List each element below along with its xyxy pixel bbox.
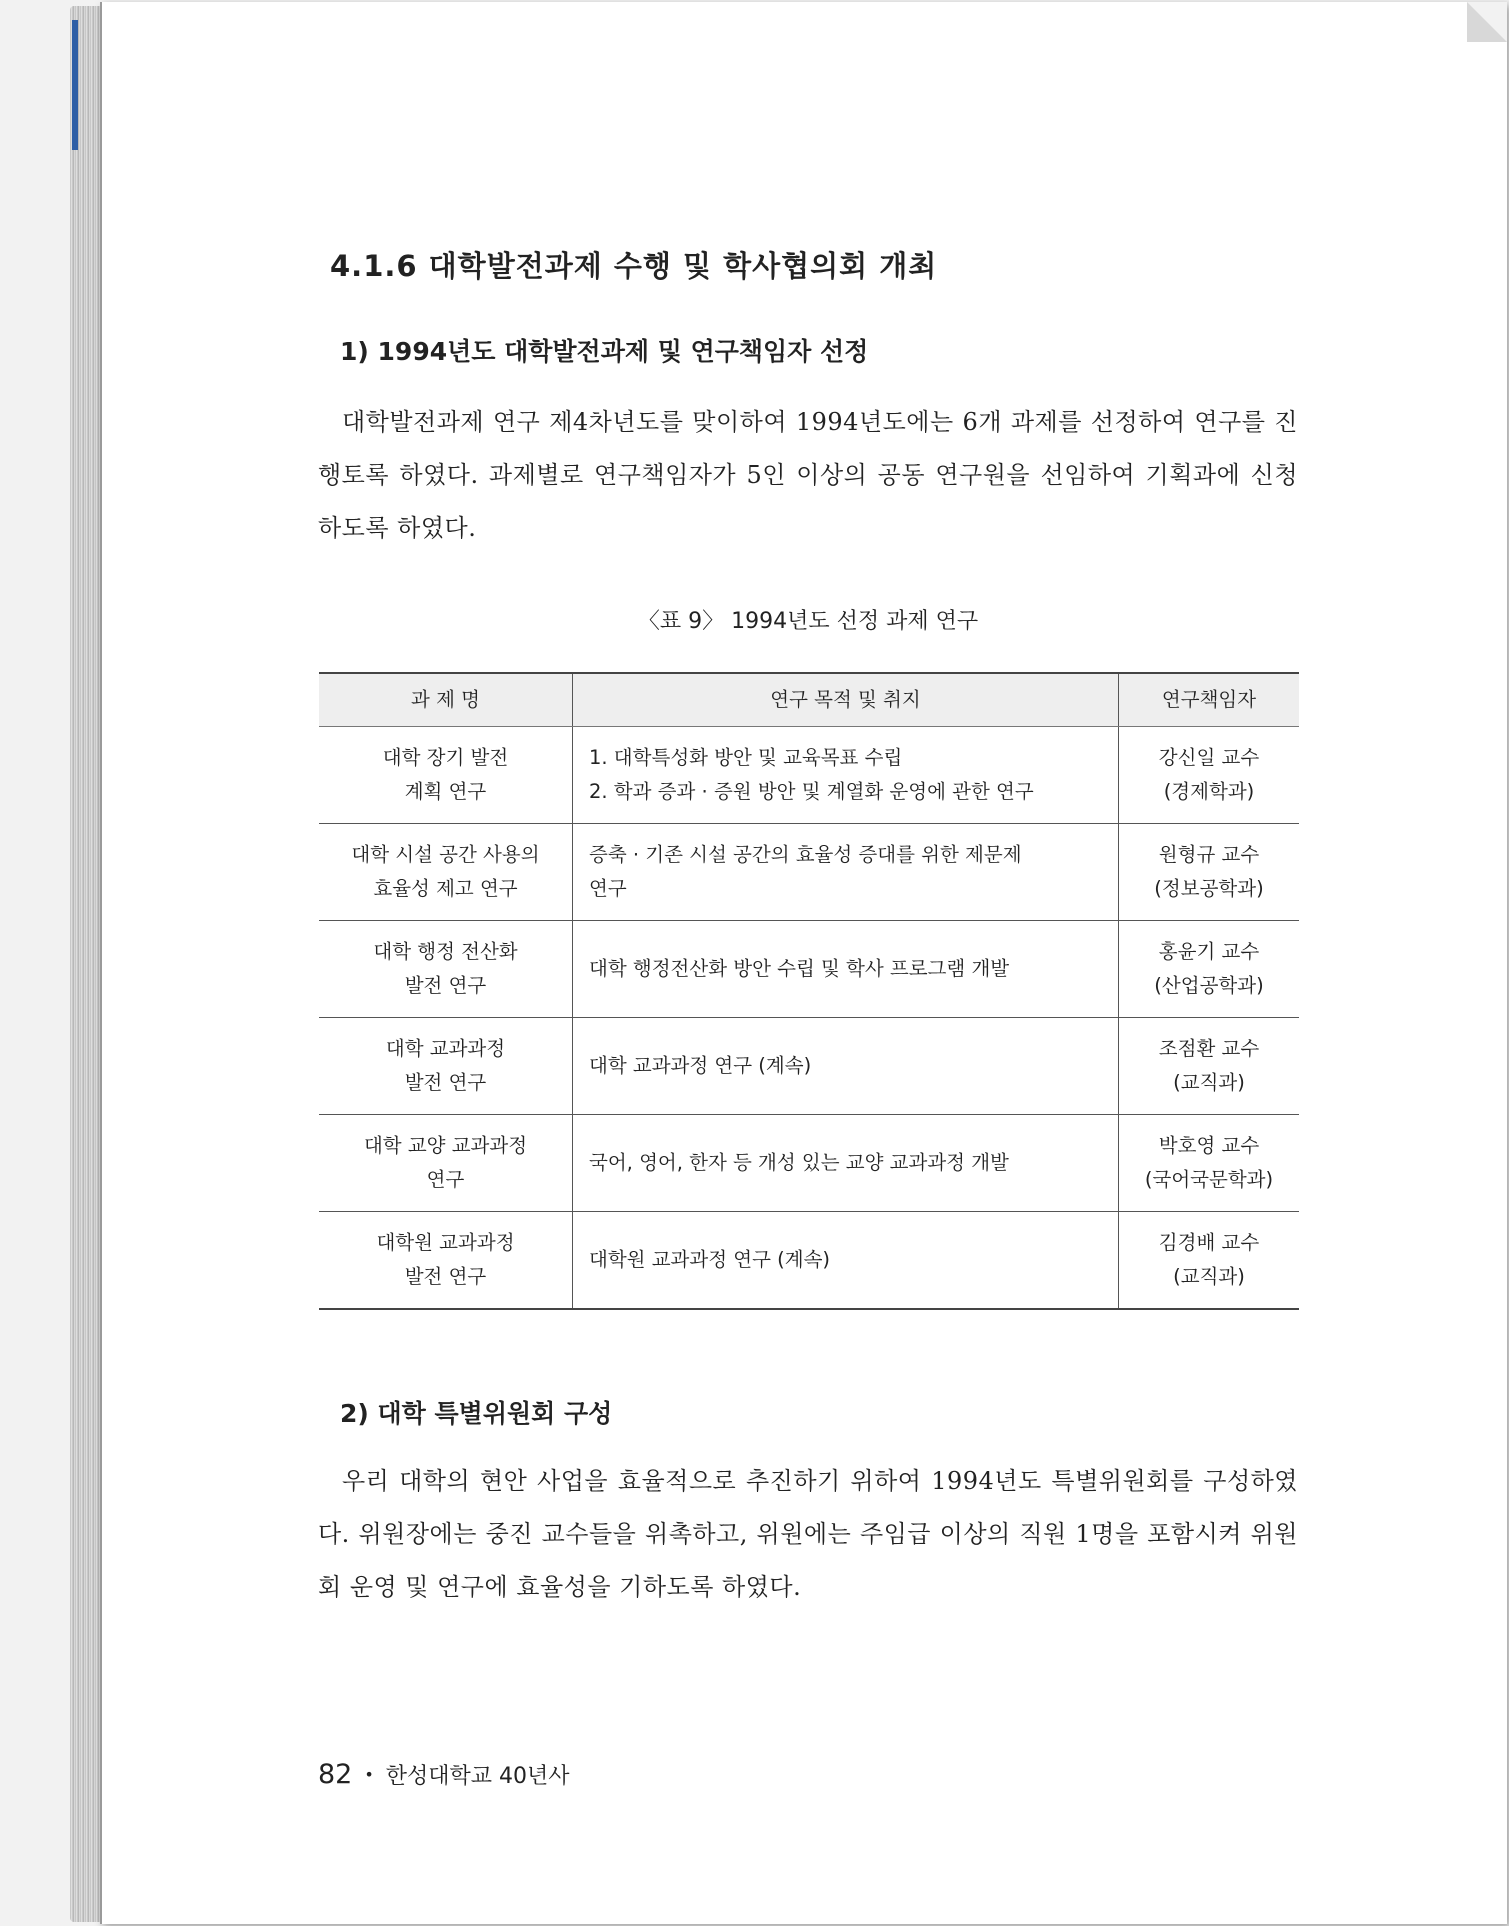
page-footer bbox=[318, 1759, 570, 1790]
purpose-line: 대학 교과과정 연구 (계속) bbox=[589, 1054, 812, 1077]
running-book-title: 한성대학교 40년사 bbox=[385, 1764, 570, 1789]
lead-researcher-cell bbox=[1119, 921, 1300, 1018]
lead-researcher-cell bbox=[1119, 1115, 1300, 1212]
project-name-line: 대학 교과과정 bbox=[385, 1037, 506, 1060]
table-row bbox=[319, 727, 1299, 824]
header-lead-researcher: 연구책임자 bbox=[1119, 673, 1300, 727]
purpose-cell bbox=[573, 921, 1119, 1018]
header-research-purpose: 연구 목적 및 취지 bbox=[573, 673, 1119, 727]
subsection-2-paragraph: 우리 대학의 현안 사업을 효율적으로 추진하기 위하여 1994년도 특별위원회를 구성하였다. 위원장에는 중진 교수들을 위촉하고, 위원에는 주임급 이상의 직원 1명을 포함시켜 위원회 운영 및 연구에 효율성을 기하도록 하였다. bbox=[318, 1467, 1298, 1601]
project-name-line: 대학 시설 공간 사용의 bbox=[351, 843, 540, 866]
purpose-cell bbox=[573, 727, 1119, 824]
project-name-line: 대학원 교과과정 bbox=[376, 1231, 515, 1254]
lead-researcher-cell bbox=[1119, 1018, 1300, 1115]
table-row bbox=[319, 1212, 1299, 1310]
project-name-line: 대학 행정 전산화 bbox=[373, 940, 518, 963]
book-page-edges bbox=[70, 6, 104, 1922]
page-corner bbox=[1467, 2, 1507, 42]
purpose-line: 대학원 교과과정 연구 (계속) bbox=[589, 1248, 831, 1271]
page-number: 82 bbox=[318, 1759, 353, 1790]
project-name-line: 계획 연구 bbox=[404, 780, 487, 803]
project-name-line: 발전 연구 bbox=[404, 974, 487, 997]
research-projects-table bbox=[319, 672, 1299, 1310]
purpose-cell bbox=[573, 1212, 1119, 1310]
project-name-cell bbox=[319, 1018, 573, 1115]
lead-researcher-dept: (경제학과) bbox=[1163, 780, 1255, 803]
lead-researcher-name: 원형규 교수 bbox=[1158, 843, 1260, 866]
subsection-1-paragraph: 대학발전과제 연구 제4차년도를 맞이하여 1994년도에는 6개 과제를 선정하여 연구를 진행토록 하였다. 과제별로 연구책임자가 5인 이상의 공동 연구원을 선임하여 기획과에 신청하도록 하였다. bbox=[318, 408, 1298, 542]
lead-researcher-cell bbox=[1119, 1212, 1300, 1310]
project-name-cell bbox=[319, 921, 573, 1018]
lead-researcher-name: 강신일 교수 bbox=[1158, 746, 1260, 769]
lead-researcher-dept: (교직과) bbox=[1173, 1265, 1245, 1288]
project-name-cell bbox=[319, 824, 573, 921]
header-project-name: 과 제 명 bbox=[319, 673, 573, 727]
lead-researcher-cell bbox=[1119, 727, 1300, 824]
book-spine-ribbon bbox=[72, 20, 78, 150]
project-name-line: 효율성 제고 연구 bbox=[373, 877, 518, 900]
purpose-cell bbox=[573, 1115, 1119, 1212]
project-name-cell bbox=[319, 1212, 573, 1310]
purpose-cell bbox=[573, 824, 1119, 921]
subsection-heading-1: 1) 1994년도 대학발전과제 및 연구책임자 선정 bbox=[340, 337, 869, 366]
purpose-line: 국어, 영어, 한자 등 개성 있는 교양 교과과정 개발 bbox=[589, 1151, 1009, 1174]
lead-researcher-name: 조점환 교수 bbox=[1158, 1037, 1260, 1060]
purpose-line: 대학 행정전산화 방안 수립 및 학사 프로그램 개발 bbox=[589, 957, 1010, 980]
table-row bbox=[319, 1018, 1299, 1115]
lead-researcher-name: 김경배 교수 bbox=[1158, 1231, 1260, 1254]
project-name-cell bbox=[319, 1115, 573, 1212]
project-name-line: 대학 교양 교과과정 bbox=[363, 1134, 528, 1157]
purpose-line: 증축 · 기존 시설 공간의 효율성 증대를 위한 제문제 bbox=[589, 843, 1022, 866]
table-row bbox=[319, 1115, 1299, 1212]
lead-researcher-dept: (교직과) bbox=[1173, 1071, 1245, 1094]
lead-researcher-dept: (국어국문학과) bbox=[1144, 1168, 1274, 1191]
lead-researcher-name: 홍윤기 교수 bbox=[1158, 940, 1260, 963]
lead-researcher-cell bbox=[1119, 824, 1300, 921]
purpose-line: 연구 bbox=[589, 877, 627, 900]
project-name-line: 발전 연구 bbox=[404, 1071, 487, 1094]
project-name-line: 발전 연구 bbox=[404, 1265, 487, 1288]
purpose-line: 1. 대학특성화 방안 및 교육목표 수립 bbox=[589, 746, 903, 769]
footer-bullet: • bbox=[364, 1765, 374, 1784]
book-page bbox=[100, 2, 1507, 1924]
table-row bbox=[319, 824, 1299, 921]
project-name-line: 대학 장기 발전 bbox=[382, 746, 509, 769]
lead-researcher-dept: (정보공학과) bbox=[1154, 877, 1264, 900]
lead-researcher-name: 박호영 교수 bbox=[1158, 1134, 1260, 1157]
table-header-row bbox=[319, 673, 1299, 727]
subsection-heading-2: 2) 대학 특별위원회 구성 bbox=[340, 1399, 613, 1428]
lead-researcher-dept: (산업공학과) bbox=[1154, 974, 1264, 997]
table-caption: 〈표 9〉 1994년도 선정 과제 연구 bbox=[637, 609, 979, 634]
purpose-cell bbox=[573, 1018, 1119, 1115]
purpose-line: 2. 학과 증과 · 증원 방안 및 계열화 운영에 관한 연구 bbox=[589, 780, 1034, 803]
project-name-cell bbox=[319, 727, 573, 824]
project-name-line: 연구 bbox=[426, 1168, 465, 1191]
table-row bbox=[319, 921, 1299, 1018]
section-heading: 4.1.6 대학발전과제 수행 및 학사협의회 개최 bbox=[330, 249, 938, 283]
